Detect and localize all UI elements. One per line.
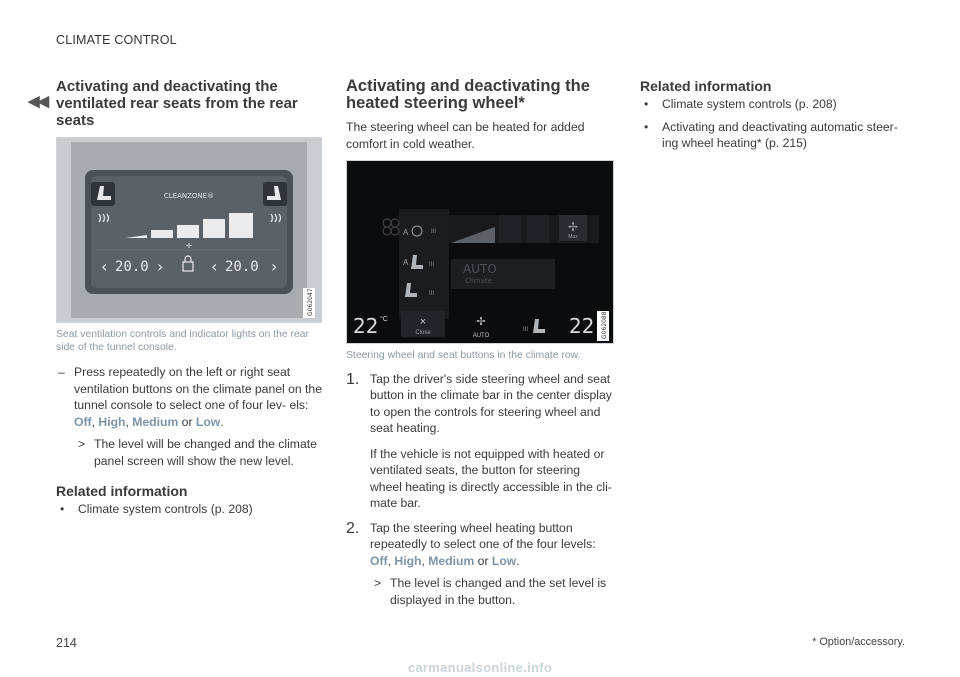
page-number: 214 [56,636,77,650]
cleanzone-logo: CLEANZONE® [163,192,215,200]
column-heated-steering-wheel [346,78,614,608]
right-temp-down-arrow: ‹ [211,257,218,276]
fan-auto-icon: ✢ [476,316,486,328]
related-link-auto-steering-heat[interactable]: • Activating and deactivating automatic steer- ing wheel heating* (p. 215) [640,119,910,152]
max-label: Max [568,234,578,240]
climate-label: Climate [465,277,492,285]
watermark: carmanualsonline.info [407,660,553,675]
instruction-result: > The level will be changed and the climate panel screen will show the new level. [74,436,324,469]
section-header: CLIMATE CONTROL [56,33,177,47]
close-icon: × [419,316,427,328]
figure-rear-climate-panel [56,137,322,323]
section-title-heated-steering: Activating and deactivating the heated steering wheel* [346,77,590,112]
back-icon[interactable]: ◀◀ [28,93,48,110]
step-2-result: > The level is changed and the set level is displayed in the button. [370,575,614,608]
svg-text:III: III [429,262,435,268]
footnote: * Option/accessory. [812,636,905,648]
figure-code: G062047 [307,288,314,316]
step-2: 2. Tap the steering wheel heating button repeatedly to select one of the four levels: Off, High, Medium or Low. [346,519,596,568]
fan-icon: ✢ [567,220,579,234]
figure-center-display-climate [346,160,614,344]
step-1: 1. Tap the driver's side steering wheel and seat button in the climate bar in the center display to open the controls for steering wheel and seat heating. If the vehicle is not equipped with heated or ventilated seats, the button for steering wheel heating is directly accessible in the cli- mate bar. [346,370,612,510]
figure-caption: Steering wheel and seat buttons in the climate row. [346,350,581,361]
left-temp-readout: 20.0 [115,259,149,275]
right-temp-readout: 20.0 [225,259,259,275]
driver-temp-readout: 22 [353,314,379,338]
left-seat-ventilation-icon [91,182,115,206]
left-temp-down-arrow: ‹ [101,257,108,276]
center-display-illustration [347,161,613,343]
related-info-heading: Related information [640,78,772,94]
right-seat-ventilation-icon [263,182,287,206]
column-rear-seat-ventilation [56,78,324,518]
related-link-climate-controls[interactable]: • Climate system controls (p. 208) [56,501,324,518]
related-info-heading: Related information [56,483,188,499]
figure-caption: Seat ventilation controls and indicator lights on the rear side of the tunnel console. [56,329,309,353]
rear-climate-panel-illustration [57,138,321,322]
right-temp-up-arrow: › [271,257,278,276]
auto-climate-label: AUTO [463,262,497,276]
instruction-step: – Press repeatedly on the left or right seat ventilation buttons on the climate panel on the tunnel console to select one of four lev- els: Off, High, Medium or Low. [56,364,324,430]
svg-text:III: III [429,291,435,297]
section-title-rear-ventilation: Activating and deactivating the ventilated rear seats from the rear seats [56,78,298,129]
figure-code: G062088 [601,311,608,339]
left-temp-up-arrow: › [157,257,164,276]
svg-text:III: III [431,229,437,235]
auto-a-label: A [403,228,409,237]
passenger-temp-readout: 22 [569,314,595,338]
related-link-climate-controls[interactable]: • Climate system controls (p. 208) [640,96,910,113]
svg-text:III: III [523,327,529,333]
column-related-information [640,78,910,152]
intro-text: The steering wheel can be heated for added comfort in cold weather. [346,120,585,151]
auto-button-label: AUTO [472,333,490,339]
svg-text:A: A [403,258,409,267]
close-label: Close [415,330,431,336]
svg-text:°C: °C [380,316,388,323]
fan-icon: ✢ [186,242,192,250]
